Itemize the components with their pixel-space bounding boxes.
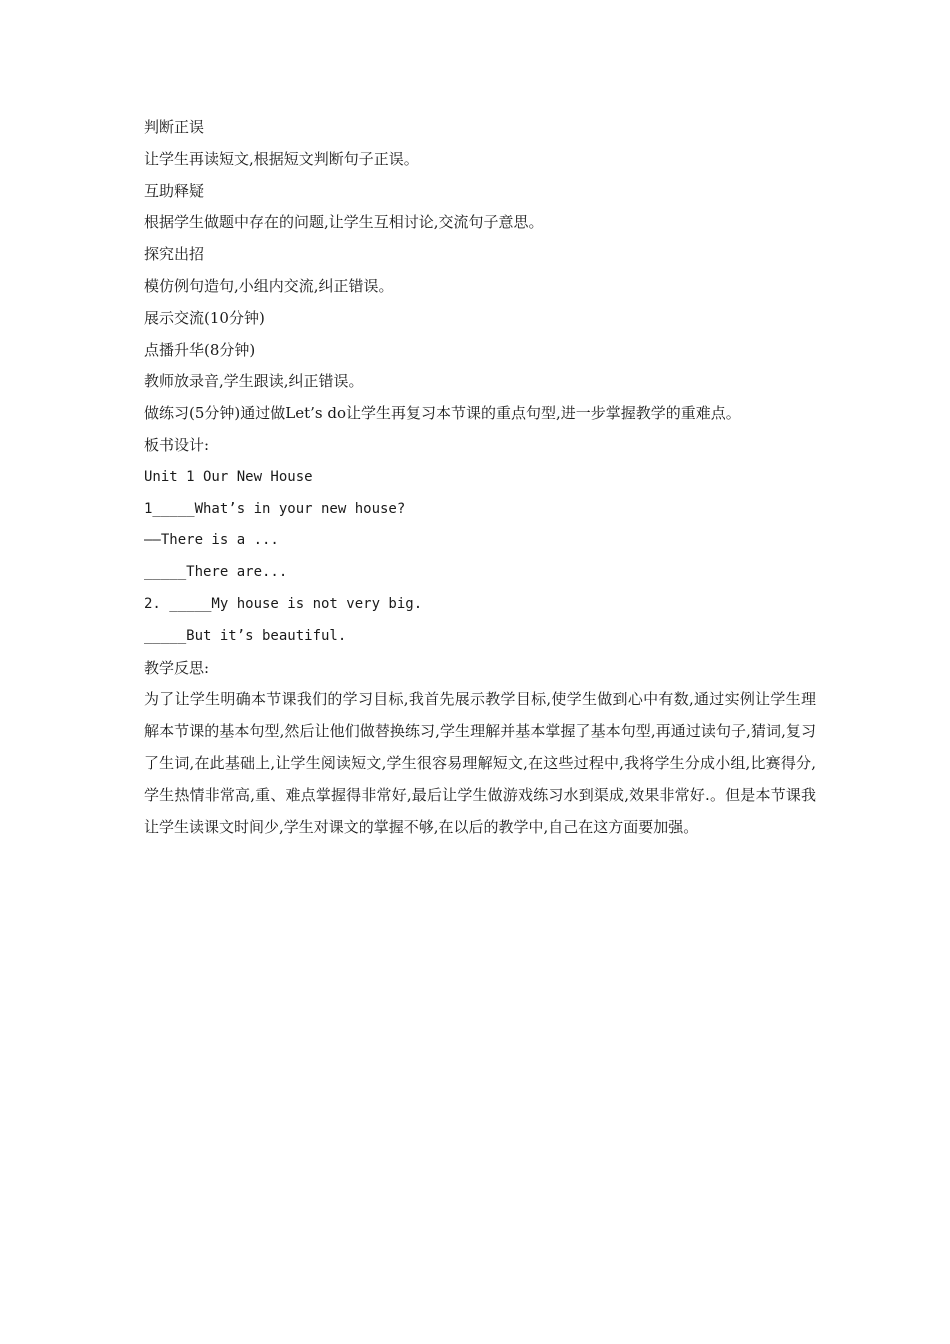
board-line: _____But it’s beautiful.: [144, 627, 347, 644]
body-text: 根据学生做题中存在的问题,让学生互相讨论,交流句子意思。: [144, 213, 544, 232]
board-line-title: Unit 1 Our New House: [144, 468, 313, 485]
body-text: 让学生再读短文,根据短文判断句子正误。: [144, 149, 419, 168]
body-text: 模仿例句造句,小组内交流,纠正错误。: [144, 276, 394, 295]
reflection-paragraph: 为了让学生明确本节课我们的学习目标,我首先展示教学目标,使学生做到心中有数,通过实例让学生理解本节课的基本句型,然后让他们做替换练习,学生理解并基本掌握了基本句型,再通过读句子,猜词,复习了生词,在此基础上,让学生阅读短文,学生很容易理解短文,在这些过程中,我将学生分成小组,比赛得分,学生热情非常高,重、难点掌握得非常好,最后让学生做游戏练习水到渠成,效果非常好.。但是本节课我让学生读课文时间少,学生对课文的掌握不够,在以后的教学中,自己在这方面要加强。: [144, 690, 816, 836]
section-heading-upgrade: 点播升华(8分钟): [144, 340, 256, 359]
board-line: 1_____What’s in your new house?: [144, 500, 406, 517]
board-line: _____There are...: [144, 564, 288, 581]
section-heading-explore: 探究出招: [144, 245, 205, 264]
board-line: ——There is a ...: [144, 532, 279, 549]
section-heading-mutual-help: 互助释疑: [144, 181, 205, 200]
reflection-heading: 教学反思:: [144, 658, 210, 677]
board-line: 2. _____My house is not very big.: [144, 595, 423, 612]
exercise-paragraph: 做练习(5分钟)通过做Let’s do让学生再复习本节课的重点句型,进一步掌握教学的重难点。: [144, 404, 741, 423]
section-heading-show: 展示交流(10分钟): [144, 308, 265, 327]
board-design-heading: 板书设计:: [144, 435, 210, 454]
document-body: [144, 112, 816, 843]
section-heading-judge: 判断正误: [144, 118, 205, 136]
body-text: 教师放录音,学生跟读,纠正错误。: [144, 372, 364, 391]
